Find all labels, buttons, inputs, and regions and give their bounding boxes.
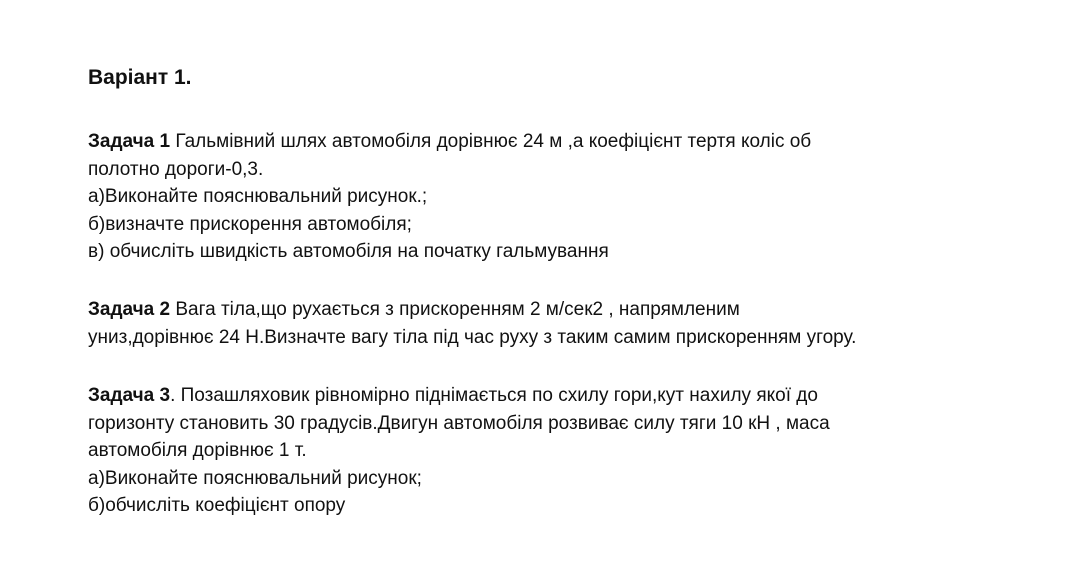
task-3-line-4: а)Виконайте пояснювальний рисунок; (88, 467, 422, 489)
task-2-line-1 (88, 296, 1038, 324)
variant-title: Варіант 1. (88, 66, 192, 89)
task-3 (88, 382, 1038, 520)
task-3-text: . Позашляховик рівномірно піднімається по схилу гори,кут нахилу якої до (170, 385, 818, 406)
task-3-line-1 (88, 382, 1038, 410)
task-1-line-4: б)визначте прискорення автомобіля; (88, 213, 412, 235)
task-1-line-3: а)Виконайте пояснювальний рисунок.; (88, 186, 428, 207)
task-2-label: Задача 2 (88, 299, 171, 320)
task-1 (88, 128, 1038, 266)
task-3-label: Задача 3 (88, 385, 171, 406)
task-1-text: Гальмівний шлях автомобіля дорівнює 24 м ,а коефіцієнт тертя коліс об (170, 131, 812, 152)
task-2-text: Вага тіла,що рухається з прискоренням 2 м/сек2 , напрямленим (170, 299, 740, 320)
task-1-line-2: полотно дороги-0,3. (88, 158, 264, 180)
task-1-label: Задача 1 (88, 131, 171, 152)
task-2 (88, 296, 1038, 351)
task-1-line-5: в) обчисліть швидкість автомобіля на початку гальмування (88, 241, 609, 262)
task-1-line-1 (88, 128, 1038, 156)
task-3-line-3: автомобіля дорівнює 1 т. (88, 440, 307, 461)
task-2-line-2: униз,дорівнює 24 Н.Визначте вагу тіла під час руху з таким самим прискоренням угору. (88, 326, 857, 348)
task-3-line-5: б)обчисліть коефіцієнт опору (88, 495, 346, 516)
task-3-line-2: горизонту становить 30 градусів.Двигун автомобіля розвиває силу тяги 10 кН , маса (88, 412, 830, 434)
